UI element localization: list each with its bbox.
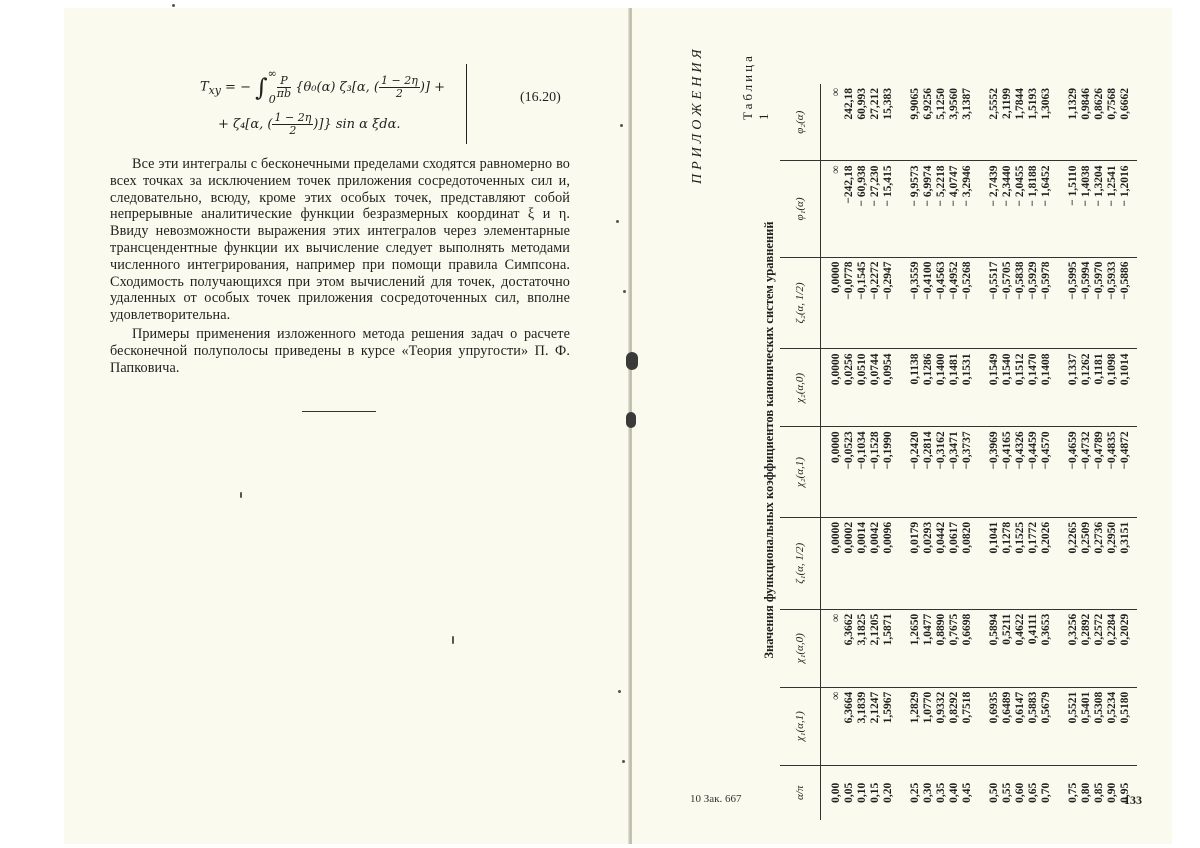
cell-value: 0,1098 xyxy=(1106,353,1118,386)
cell-value: 1,2650 xyxy=(909,613,921,646)
cell-value: 1,1329 xyxy=(1067,88,1079,120)
cell-value: − 1,2541 xyxy=(1106,165,1118,207)
cell-value: 0,0442 xyxy=(935,521,947,554)
table-label: Таблица 1 xyxy=(740,53,771,120)
cell-value: −0,3559 xyxy=(909,261,921,300)
cell-value: 0,5883 xyxy=(1027,691,1039,724)
cell-value: −0,5933 xyxy=(1106,261,1118,300)
cell-value: 0,3151 xyxy=(1119,521,1131,554)
cell-value: 0,85 xyxy=(1093,782,1105,803)
cell-value: 0,1041 xyxy=(988,521,1000,554)
column-header: ζ₁(α, 1/2) xyxy=(780,517,821,609)
cell-value: −0,5268 xyxy=(961,261,973,300)
scan-speck xyxy=(452,636,454,644)
table-cell xyxy=(979,161,1058,257)
cell-value: 0,5401 xyxy=(1080,691,1092,724)
integral-limits xyxy=(268,68,277,106)
cell-value: 0,5679 xyxy=(1040,691,1052,724)
table-cell xyxy=(821,349,901,427)
table-cell xyxy=(1058,517,1137,609)
cell-value: 0,05 xyxy=(843,782,855,803)
rotated-appendix xyxy=(690,45,1170,820)
cell-value: − 3,2946 xyxy=(961,165,973,207)
cell-value: 0,0014 xyxy=(856,521,868,554)
table-cell xyxy=(900,687,979,765)
table-cell xyxy=(1058,427,1137,518)
cell-value: −0,4789 xyxy=(1093,431,1105,470)
cell-value: 0,4622 xyxy=(1014,613,1026,646)
binding-hole xyxy=(626,412,636,428)
formula-row1-content xyxy=(220,67,445,106)
column-header: ζ₂(α, 1/2) xyxy=(780,257,821,349)
cell-value: −0,4563 xyxy=(935,261,947,300)
formula-brace xyxy=(466,64,467,144)
cell-value: 0,00 xyxy=(830,782,842,803)
cell-value: 0,1286 xyxy=(922,353,934,386)
cell-value: −0,5978 xyxy=(1040,261,1052,300)
cell-value: 242,18 xyxy=(843,88,855,120)
cell-value: −0,2947 xyxy=(882,261,894,300)
cell-value: −242,18 xyxy=(843,165,855,204)
table-cell xyxy=(979,687,1058,765)
page-number: 133 xyxy=(1124,793,1142,807)
cell-value: 0,60 xyxy=(1014,782,1026,803)
formula-fraction xyxy=(379,75,420,100)
cell-value: 0,15 xyxy=(869,782,881,803)
cell-value: 0,1337 xyxy=(1067,353,1079,386)
cell-value: 6,3664 xyxy=(843,691,855,724)
cell-value: 0,6935 xyxy=(988,691,1000,724)
cell-value: 0,6489 xyxy=(1001,691,1013,724)
integral-sign: ∫ xyxy=(255,73,268,101)
cell-value: 0,0617 xyxy=(948,521,960,554)
table-cell xyxy=(979,609,1058,687)
paragraph-examples: Примеры применения изложенного метода решения задач о расчете бесконечной полуполосы приведены в курсе «Теория упругости» П. Ф. Папковича. xyxy=(110,325,570,376)
formula-text: = − xyxy=(220,79,256,95)
formula-text: {θ₀(α) ζ₃[α, ( xyxy=(291,79,380,95)
cell-value: − 9,9573 xyxy=(909,165,921,207)
cell-value: 1,0770 xyxy=(922,691,934,724)
cell-value: ∞ xyxy=(830,165,842,174)
table-cell xyxy=(979,427,1058,518)
table-cell xyxy=(979,84,1058,161)
cell-value: 0,5211 xyxy=(1001,613,1013,645)
cell-value: 0,9846 xyxy=(1080,88,1092,120)
fraction-denominator: πb xyxy=(276,86,292,100)
formula-text: )]} sin α ξdα. xyxy=(313,117,401,132)
cell-value: −0,4459 xyxy=(1027,431,1039,470)
cell-value: − 2,0455 xyxy=(1014,165,1026,207)
cell-value: 15,383 xyxy=(882,88,894,120)
table-cell xyxy=(900,349,979,427)
cell-value: −0,4570 xyxy=(1040,431,1052,470)
cell-value: 2,1247 xyxy=(869,691,881,724)
table-cell xyxy=(900,609,979,687)
cell-value: − 1,3204 xyxy=(1093,165,1105,207)
cell-value: − 15,415 xyxy=(882,165,894,207)
cell-value: 0,1138 xyxy=(909,353,921,385)
table-row-group xyxy=(979,84,1058,820)
cell-value: 0,1014 xyxy=(1119,353,1131,386)
column-header: χ₁(α,0) xyxy=(780,609,821,687)
cell-value: 0,1262 xyxy=(1080,353,1092,386)
cell-value: −0,5886 xyxy=(1119,261,1131,300)
cell-value: − 1,8188 xyxy=(1027,165,1039,207)
table-row-group xyxy=(1058,84,1137,820)
cell-value: −0,4100 xyxy=(922,261,934,300)
scan-speck xyxy=(172,4,175,7)
cell-value: 0,45 xyxy=(961,782,973,803)
cell-value: 3,1839 xyxy=(856,691,868,724)
table-cell xyxy=(900,765,979,820)
cell-value: 0,6698 xyxy=(961,613,973,646)
column-header: χ₂(α,0) xyxy=(780,349,821,427)
formula-row-2 xyxy=(218,112,400,137)
cell-value: 5,1250 xyxy=(935,88,947,120)
table-cell xyxy=(1058,609,1137,687)
cell-value: 0,0042 xyxy=(869,521,881,554)
cell-value: 0,2892 xyxy=(1080,613,1092,646)
formula-lhs-sub: xy xyxy=(208,84,221,98)
body-text xyxy=(110,156,570,376)
fraction-denominator: 2 xyxy=(395,86,403,100)
cell-value: −0,1528 xyxy=(869,431,881,470)
cell-value: 0,2029 xyxy=(1119,613,1131,646)
cell-value: 0,0293 xyxy=(922,521,934,554)
table-cell xyxy=(821,765,901,820)
table-cell xyxy=(821,84,901,161)
cell-value: −0,0523 xyxy=(843,431,855,470)
cell-value: 0,20 xyxy=(882,782,894,803)
cell-value: 27,212 xyxy=(869,88,881,120)
table-cell xyxy=(1058,257,1137,349)
cell-value: 0,70 xyxy=(1040,782,1052,803)
cell-value: −0,4952 xyxy=(948,261,960,300)
cell-value: 0,2736 xyxy=(1093,521,1105,554)
table-cell xyxy=(1058,349,1137,427)
cell-value: 0,35 xyxy=(935,782,947,803)
cell-value: 0,50 xyxy=(988,782,1000,803)
cell-value: −0,2272 xyxy=(869,261,881,300)
cell-value: 1,5967 xyxy=(882,691,894,724)
table-cell xyxy=(900,161,979,257)
table-cell xyxy=(979,517,1058,609)
cell-value: 3,1825 xyxy=(856,613,868,646)
binding-hole xyxy=(626,352,638,370)
cell-value: 0,1549 xyxy=(988,353,1000,386)
cell-value: −0,4659 xyxy=(1067,431,1079,470)
cell-value: 3,1387 xyxy=(961,88,973,120)
cell-value: 0,40 xyxy=(948,782,960,803)
formula-lhs: T xyxy=(200,79,209,95)
cell-value: 0,1470 xyxy=(1027,353,1039,386)
table-cell xyxy=(821,687,901,765)
formula-text: )] + xyxy=(419,79,445,95)
cell-value: 0,1278 xyxy=(1001,521,1013,554)
cell-value: 0,3256 xyxy=(1067,613,1079,646)
table-cell xyxy=(979,257,1058,349)
fraction-numerator: P xyxy=(277,75,291,88)
cell-value: −0,4165 xyxy=(1001,431,1013,470)
cell-value: 0,0000 xyxy=(830,521,842,554)
cell-value: − 2,3440 xyxy=(1001,165,1013,207)
cell-value: 0,0744 xyxy=(869,353,881,386)
table-cell xyxy=(900,257,979,349)
cell-value: − 1,4038 xyxy=(1080,165,1092,207)
cell-value: 0,2572 xyxy=(1093,613,1105,646)
formula-fraction xyxy=(277,75,291,100)
cell-value: − 2,7439 xyxy=(988,165,1000,207)
cell-value: −0,2420 xyxy=(909,431,921,470)
table-body xyxy=(821,84,1138,820)
column-header: χ₁(α,1) xyxy=(780,687,821,765)
cell-value: − 5,2218 xyxy=(935,165,947,207)
formula-fraction xyxy=(272,112,313,137)
cell-value: 0,6147 xyxy=(1014,691,1026,724)
cell-value: 0,1481 xyxy=(948,353,960,386)
cell-value: − 1,5110 xyxy=(1067,165,1079,206)
cell-value: 0,75 xyxy=(1067,782,1079,803)
cell-value: −0,2814 xyxy=(922,431,934,470)
cell-value: 0,7568 xyxy=(1106,88,1118,120)
cell-value: 1,0477 xyxy=(922,613,934,646)
cell-value: 0,0256 xyxy=(843,353,855,386)
cell-value: 0,3653 xyxy=(1040,613,1052,646)
cell-value: 0,0000 xyxy=(830,353,842,386)
integral-lower-limit: 0 xyxy=(268,93,276,106)
equation-number: (16.20) xyxy=(520,90,561,105)
scan-speck xyxy=(616,220,619,223)
cell-value: 0,8890 xyxy=(935,613,947,646)
cell-value: 2,1199 xyxy=(1001,88,1013,119)
cell-value: 6,3662 xyxy=(843,613,855,646)
formula-16-20 xyxy=(200,56,490,146)
cell-value: 0,1408 xyxy=(1040,353,1052,386)
cell-value: 0,0002 xyxy=(843,521,855,554)
scan-speck xyxy=(240,492,242,498)
cell-value: −0,4835 xyxy=(1106,431,1118,470)
table-caption: Значения функциональных коэффициентов канонических систем уравнений xyxy=(762,221,776,659)
cell-value: 1,7844 xyxy=(1014,88,1026,120)
cell-value: − 6,9974 xyxy=(922,165,934,207)
cell-value: 0,30 xyxy=(922,782,934,803)
table-row-group xyxy=(821,84,901,820)
column-header: φ₁(α) xyxy=(780,161,821,257)
cell-value: 2,1205 xyxy=(869,613,881,646)
cell-value: 0,95 xyxy=(1119,782,1131,803)
cell-value: 0,1540 xyxy=(1001,353,1013,386)
cell-value: 0,5180 xyxy=(1119,691,1131,724)
cell-value: 0,90 xyxy=(1106,782,1118,803)
cell-value: −0,1545 xyxy=(856,261,868,300)
cell-value: 9,9065 xyxy=(909,88,921,120)
cell-value: 0,0096 xyxy=(882,521,894,554)
coefficients-table xyxy=(780,84,1137,820)
table-cell xyxy=(821,257,901,349)
cell-value: ∞ xyxy=(830,88,842,97)
scan-speck xyxy=(622,760,625,763)
cell-value: ∞ xyxy=(830,691,842,700)
table-cell xyxy=(979,765,1058,820)
table-cell xyxy=(900,84,979,161)
column-header: χ₂(α,1) xyxy=(780,427,821,518)
cell-value: −0,5705 xyxy=(1001,261,1013,300)
cell-value: −0,5995 xyxy=(1067,261,1079,300)
cell-value: −0,4326 xyxy=(1014,431,1026,470)
cell-value: 0,6662 xyxy=(1119,88,1131,120)
cell-value: 0,7518 xyxy=(961,691,973,724)
cell-value: −0,5517 xyxy=(988,261,1000,300)
cell-value: 0,0510 xyxy=(856,353,868,386)
table-cell xyxy=(821,609,901,687)
cell-value: 0,2284 xyxy=(1106,613,1118,646)
appendix-heading: ПРИЛОЖЕНИЯ xyxy=(690,45,705,184)
cell-value: 0,1531 xyxy=(961,353,973,386)
cell-value: 0,2026 xyxy=(1040,521,1052,554)
cell-value: 0,2265 xyxy=(1067,521,1079,554)
cell-value: 0,0179 xyxy=(909,521,921,554)
table-header-row xyxy=(780,84,821,820)
section-end-rule xyxy=(302,411,376,412)
column-header: α/π xyxy=(780,765,821,820)
cell-value: 1,2829 xyxy=(909,691,921,724)
cell-value: − 60,938 xyxy=(856,165,868,207)
cell-value: − 27,230 xyxy=(869,165,881,207)
cell-value: 1,5193 xyxy=(1027,88,1039,120)
cell-value: 3,9560 xyxy=(948,88,960,120)
column-header: φ₂(α) xyxy=(780,84,821,161)
cell-value: −0,3162 xyxy=(935,431,947,470)
formula-row-1 xyxy=(200,68,445,106)
cell-value: − 1,2016 xyxy=(1119,165,1131,207)
formula-text: + ζ₄[α, ( xyxy=(218,117,273,132)
scan-speck xyxy=(618,690,621,693)
cell-value: 0,1772 xyxy=(1027,521,1039,554)
signature-footer: 10 Зак. 667 xyxy=(690,793,742,805)
cell-value: 0,25 xyxy=(909,782,921,803)
cell-value: 0,2950 xyxy=(1106,521,1118,554)
cell-value: −0,0778 xyxy=(843,261,855,300)
cell-value: 0,1512 xyxy=(1014,353,1026,386)
cell-value: −0,4732 xyxy=(1080,431,1092,470)
cell-value: 0,0954 xyxy=(882,353,894,386)
cell-value: 0,8292 xyxy=(948,691,960,724)
cell-value: 0,65 xyxy=(1027,782,1039,803)
table-cell xyxy=(1058,161,1137,257)
table-cell xyxy=(900,517,979,609)
cell-value: − 1,6452 xyxy=(1040,165,1052,207)
cell-value: 0,5521 xyxy=(1067,691,1079,724)
table-cell xyxy=(821,517,901,609)
table-cell xyxy=(1058,84,1137,161)
cell-value: 1,3063 xyxy=(1040,88,1052,120)
cell-value: 0,0000 xyxy=(830,261,842,294)
cell-value: 0,0820 xyxy=(961,521,973,554)
cell-value: −0,1034 xyxy=(856,431,868,470)
cell-value: −0,5838 xyxy=(1014,261,1026,300)
cell-value: −0,4872 xyxy=(1119,431,1131,470)
cell-value: 0,10 xyxy=(856,782,868,803)
fraction-numerator: 1 − 2η xyxy=(274,111,312,124)
cell-value: −0,5929 xyxy=(1027,261,1039,300)
table-cell xyxy=(821,427,901,518)
cell-value: −0,3969 xyxy=(988,431,1000,470)
cell-value: −0,5970 xyxy=(1093,261,1105,300)
cell-value: 0,9332 xyxy=(935,691,947,724)
cell-value: 0,4111 xyxy=(1027,613,1039,645)
cell-value: 0,2509 xyxy=(1080,521,1092,554)
cell-value: 60,993 xyxy=(856,88,868,120)
cell-value: −0,3737 xyxy=(961,431,973,470)
table-cell xyxy=(821,161,901,257)
cell-value: 0,55 xyxy=(1001,782,1013,803)
paragraph-integrals: Все эти интегралы с бесконечными пределами сходятся равномерно во всех точках за исключением точек приложения сосредоточенных сил и, следовательно, всюду, кроме этих особых точек, представляют собой непрерывные аналитические функции безразмерных координат ξ и η. Ввиду невозможности выражения этих интегралов через элементарные трансцендентные функции их вычисление следует выполнять методами численного интегрирования, например при помощи правила Симпсона. Сходимость получающихся при этом вычислений для точек, достаточно удаленных от особых точек приложения сосредоточенных сил, вполне удовлетворительна. xyxy=(110,156,570,324)
cell-value: 0,1400 xyxy=(935,353,947,386)
cell-value: 0,1181 xyxy=(1093,353,1105,385)
cell-value: −0,5994 xyxy=(1080,261,1092,300)
scan-speck xyxy=(623,290,626,293)
cell-value: 2,5552 xyxy=(988,88,1000,120)
integral-upper-limit: ∞ xyxy=(267,67,277,80)
cell-value: 1,5871 xyxy=(882,613,894,646)
cell-value: 0,8626 xyxy=(1093,88,1105,120)
cell-value: −0,3471 xyxy=(948,431,960,470)
cell-value: 0,5308 xyxy=(1093,691,1105,724)
cell-value: 0,80 xyxy=(1080,782,1092,803)
table-cell xyxy=(900,427,979,518)
cell-value: 0,5894 xyxy=(988,613,1000,646)
table-row-group xyxy=(900,84,979,820)
cell-value: 0,5234 xyxy=(1106,691,1118,724)
fraction-denominator: 2 xyxy=(289,124,297,137)
cell-value: 0,7675 xyxy=(948,613,960,646)
cell-value: 6,9256 xyxy=(922,88,934,120)
cell-value: − 4,0747 xyxy=(948,165,960,207)
cell-value: −0,1990 xyxy=(882,431,894,470)
table-cell xyxy=(1058,687,1137,765)
cell-value: 0,0000 xyxy=(830,431,842,463)
scan-speck xyxy=(620,124,623,127)
cell-value: 0,1525 xyxy=(1014,521,1026,554)
table-cell xyxy=(979,349,1058,427)
cell-value: ∞ xyxy=(830,613,842,622)
fraction-numerator: 1 − 2η xyxy=(381,73,418,87)
